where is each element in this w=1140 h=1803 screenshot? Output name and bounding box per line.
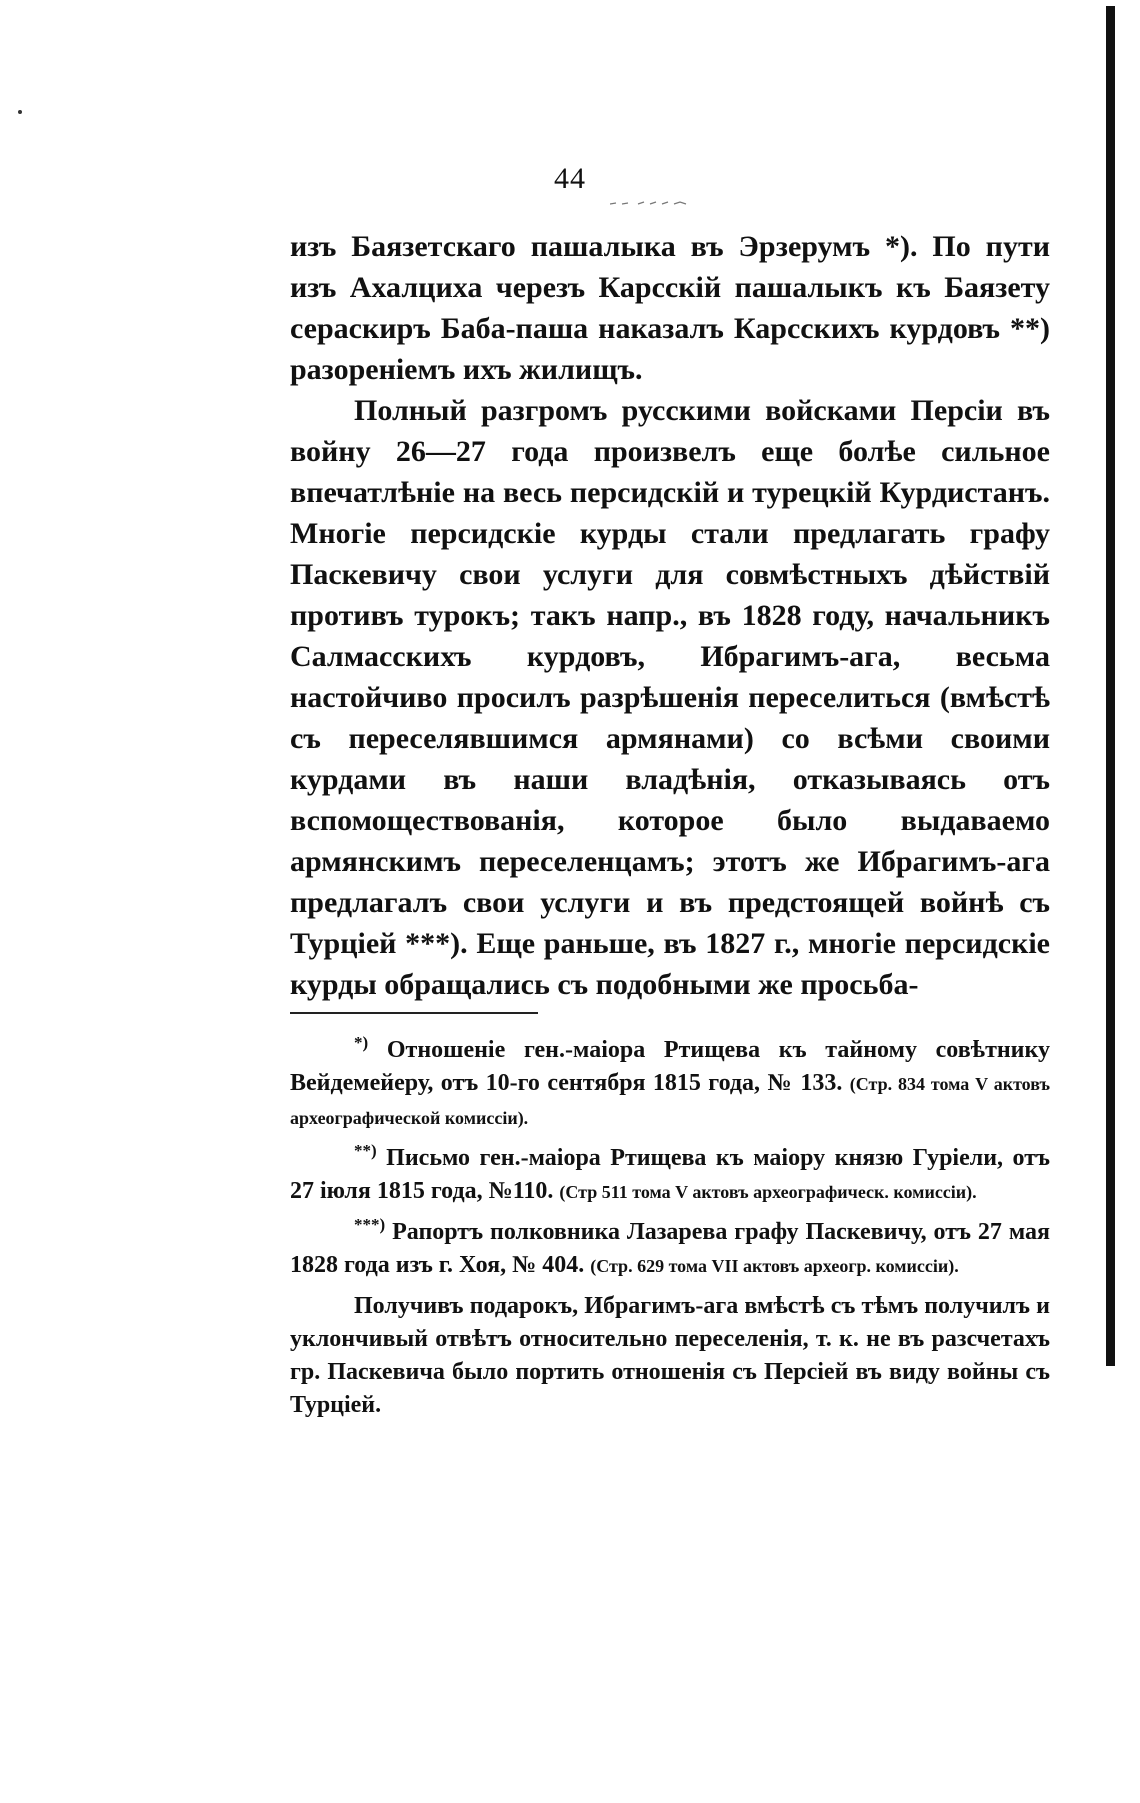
main-text bbox=[290, 226, 1050, 1005]
footnote-text: Отношеніе ген.-маіора Ртищева къ тайному совѣтнику Вейдемейеру, отъ 10-го сентября 1815 года, № 133. bbox=[290, 1037, 1050, 1096]
page-number: 44 bbox=[554, 162, 586, 195]
footnote-1 bbox=[290, 1034, 1050, 1135]
footnote-text: Получивъ подарокъ, Ибрагимъ-ага вмѣстѣ съ тѣмъ получилъ и уклончивый отвѣтъ относительно переселенія, т. к. не въ разсчетахъ гр. Паскевича было портить отношенія съ Персіей въ виду войны съ Турціей. bbox=[290, 1293, 1050, 1418]
footnote-reference: (Стр. 629 тома VII актовъ археогр. комиссіи). bbox=[590, 1256, 959, 1276]
footnote-mark: ***) bbox=[354, 1215, 386, 1234]
footnote-reference: (Стр. 834 тома V актовъ археографической комиссіи). bbox=[290, 1074, 1051, 1128]
scan-edge-bar bbox=[1106, 6, 1115, 1366]
footnotes bbox=[290, 1034, 1050, 1429]
paragraph-2: Полный разгромъ русскими войсками Персіи въ войну 26—27 года произвелъ еще болѣе сильное впечатлѣніе на весь персидскій и турецкій Курдистанъ. Многіе персидскіе курды стали предлагать графу Паскевичу свои услуги для совмѣстныхъ дѣйствій противъ турокъ; такъ напр., въ 1828 году, начальникъ Салмасскихъ курдовъ, Ибрагимъ-ага, весьма настойчиво просилъ разрѣшенія переселиться (вмѣстѣ съ переселявшимся армянами) со всѣми своими курдами въ наши владѣнія, отказываясь отъ вспомоществованія, которое было выдаваемо армянскимъ переселенцамъ; этотъ же Ибрагимъ-ага предлагалъ свои услуги и въ предстоящей войнѣ съ Турціей ***). Еще раньше, въ 1827 г., многіе персидскіе курды обращались съ подобными же просьба- bbox=[290, 394, 1050, 1001]
footnote-mark: **) bbox=[354, 1141, 377, 1160]
scan-speck bbox=[18, 110, 22, 114]
footnote-text: Письмо ген.-маіора Ртищева къ маіору князю Гуріели, отъ 27 іюля 1815 года, №110. bbox=[290, 1145, 1051, 1204]
footnote-reference: (Стр 511 тома V актовъ археографическ. комиссіи). bbox=[559, 1182, 977, 1202]
paragraph-1: изъ Баязетскаго пашалыка въ Эрзерумъ *). По пути изъ Ахалциха черезъ Карсскій пашалыкъ къ Баязету сераскиръ Баба-паша наказалъ Карсскихъ курдовъ **) разореніемъ ихъ жилищъ. bbox=[290, 230, 1050, 386]
footnote-text: Рапортъ полковника Лазарева графу Паскевичу, отъ 27 мая 1828 года изъ г. Хоя, № 404. bbox=[290, 1219, 1050, 1278]
footnote-divider bbox=[290, 1012, 538, 1014]
footnote-3 bbox=[290, 1216, 1050, 1283]
footnote-continuation bbox=[290, 1290, 1050, 1422]
footnote-mark: *) bbox=[354, 1033, 369, 1052]
page-number-underline-mark bbox=[610, 200, 690, 206]
footnote-2 bbox=[290, 1142, 1050, 1209]
